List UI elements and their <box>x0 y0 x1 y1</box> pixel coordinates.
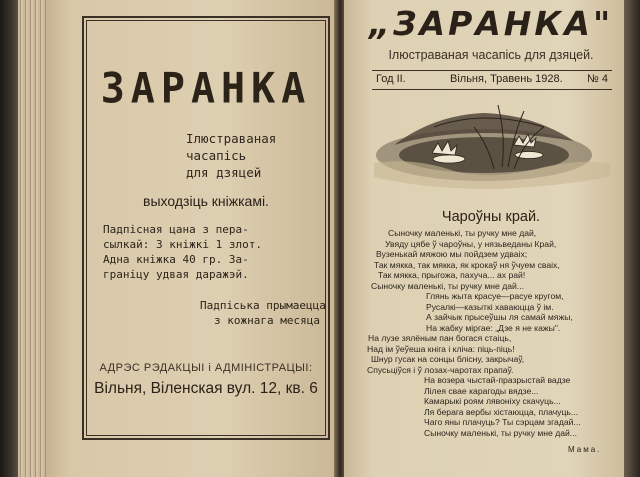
price-info <box>103 222 318 282</box>
poem-line: Шнур гусак на сонцы блісну, закрычаў, <box>371 354 525 364</box>
price-line: сылкай: 3 кніжкі 1 злот. <box>103 238 262 251</box>
right-page <box>344 0 624 477</box>
editorial-address: Вільня, Віленская вул. 12, кв. 6 <box>94 380 318 397</box>
page-edges <box>18 0 48 477</box>
subscription-note <box>200 298 326 328</box>
masthead-rule-bottom <box>372 89 612 90</box>
price-line: граніцу удвая даражэй. <box>103 268 249 281</box>
poem-line: Ля берага вербы хістаюцца, плачуць... <box>424 406 579 417</box>
masthead-rule-top <box>372 70 612 71</box>
address-label: АДРЭС РЭДАКЦЫІ і АДМІНІСТРАЦЫІ: <box>99 362 313 374</box>
subscription-line: Падпіська прымаецца <box>200 299 326 312</box>
masthead-title: „ЗАРАНКА" <box>368 4 614 43</box>
publication-note: выходзіць кніжкамі. <box>143 193 269 209</box>
poem-line: Увяду цябе ў чароўны, у нязьведаны Край, <box>385 238 557 249</box>
poem-line: Лілея свае карагоды вядзе... <box>424 385 539 396</box>
subscription-line: з кожнага месяца <box>214 314 320 327</box>
issue-year: Год II. <box>376 73 406 85</box>
issue-line <box>372 73 612 89</box>
poem-line: Так мякка, прыгожа, пахуча... ах рай! <box>378 270 526 280</box>
poem-line: Сыночку маленькі, ты ручку мне дай... <box>371 280 524 291</box>
poem-line: Русалкі—казыткі хаваюцца ў ім. <box>426 301 554 312</box>
poem-line: Спусьціўся і ў лозах-чаротах прапаў. <box>367 364 514 375</box>
cover-subtitle-line: Ілюстраваная <box>186 131 277 146</box>
poem-line: А зайчык прысеўшы ля самай мяжы, <box>426 312 573 322</box>
cover-subtitle-line: для дзяцей <box>186 165 262 180</box>
poem-line: Сыночку маленькі, ты ручку мне дай, <box>388 228 537 238</box>
issue-place-date: Вільня, Травень 1928. <box>450 73 563 85</box>
lake-lily-illustration <box>374 97 610 205</box>
poem-line: Камарыкі роям лявоніху скачуць... <box>424 396 561 406</box>
cover-subtitle-line: часапісь <box>186 148 247 163</box>
poem-line: Вузенькай мяжою мы пойдзем удваіх; <box>376 249 528 259</box>
poem-line: Над ім ўеўеша кніга і кліча: піць-піць! <box>367 343 515 354</box>
poem-line: Глянь жыта красуе—расуе кругом, <box>426 291 564 301</box>
book-spine <box>0 0 18 477</box>
price-line: Адна кніжка 40 гр. За- <box>103 253 249 266</box>
poem-line: Чаго яны плачуць? Ты сэрцам згадай... <box>424 417 581 427</box>
poem-title: Чароўны край. <box>441 209 541 225</box>
right-edge <box>624 0 640 477</box>
magazine-logo: ЗАРАНКА <box>100 64 312 114</box>
poem-author: Мама. <box>568 445 602 454</box>
masthead-subtitle: Ілюстраваная часапісь для дзяцей. <box>388 48 594 62</box>
price-line: Падпісная цана з перa- <box>103 223 249 236</box>
poem-line: На лузе зялёным пан богася стаіць, <box>368 333 512 343</box>
poem-line: На жабку міргае: „Дзе я не кажы". <box>426 322 561 333</box>
issue-number: № 4 <box>587 73 608 85</box>
cover-subtitle <box>186 130 306 181</box>
poem-line: Сыночку маленькі, ты ручку мне дай... <box>424 427 577 438</box>
poem-line: На возера чыстай-празрыстай вадзе <box>424 375 571 385</box>
poem-line: Так мякка, так мякка, як крокаў ня ўчуем сваіх, <box>374 259 560 270</box>
